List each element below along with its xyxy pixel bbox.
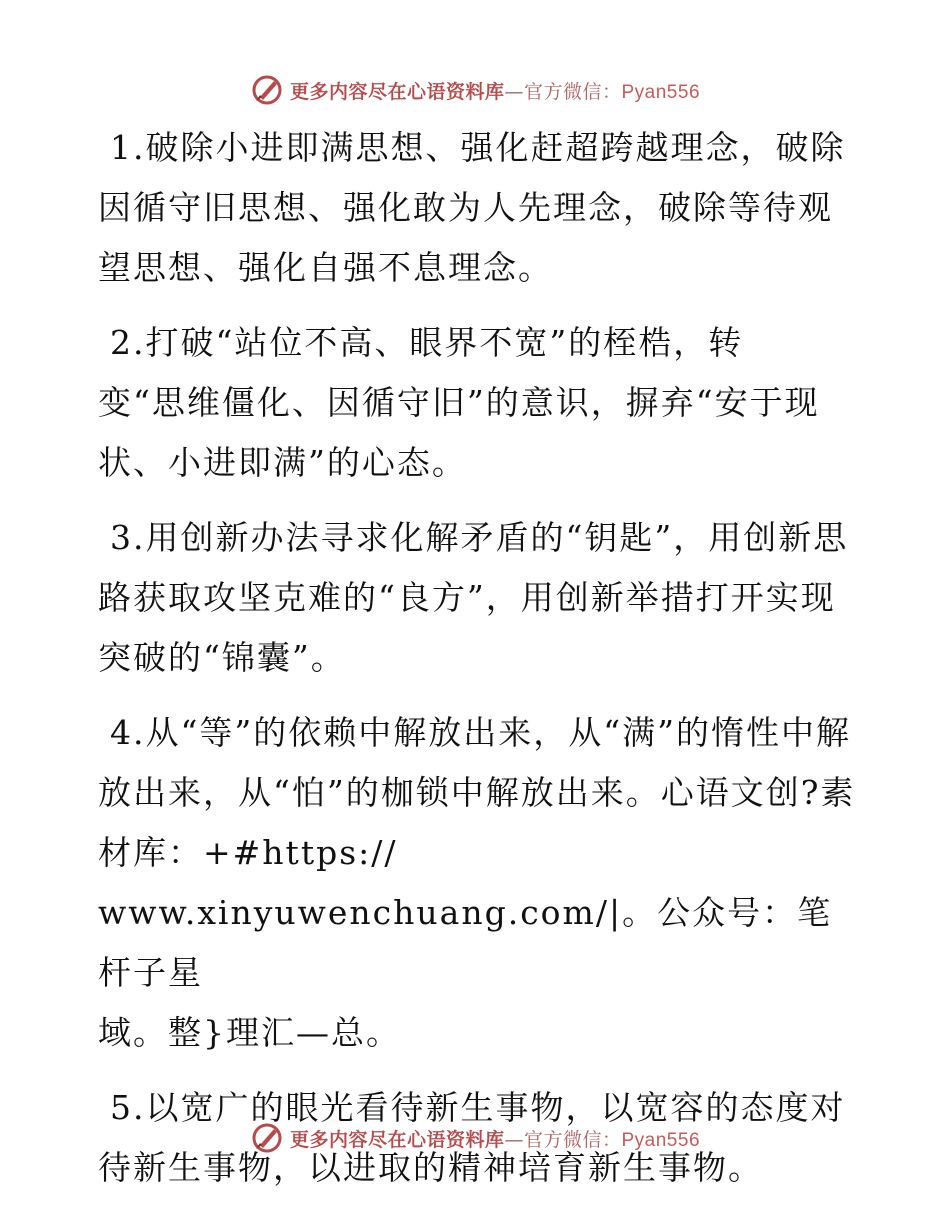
paragraph-number: 3.	[110, 518, 146, 557]
paragraph-text: 变“思维僵化、因循守旧”的意识，摒弃“安于现状、小进即满”的心态。	[98, 383, 820, 482]
paragraph-text: 以宽广的眼光看待新生事物，以宽容的态度对待新生事物，以进取的精神培育新生事物。	[98, 1088, 846, 1187]
header-wechat-id: Pyan556	[621, 81, 701, 103]
paragraph-text: 从“等”的依赖中解放出来，从“满”的惰性中解放出来，从“怕”的枷锁中解放出来。心语文创?素材库：+#https://	[98, 713, 856, 872]
brand-logo-icon	[250, 73, 284, 107]
paragraph-2	[98, 313, 858, 493]
header-banner-text	[290, 77, 700, 104]
paragraph-end-line: 域。整}理汇—总。	[98, 1013, 401, 1052]
footer-brand-text: 更多内容尽在心语资料库	[289, 1128, 505, 1151]
paragraph-number: 5.	[110, 1088, 146, 1127]
header-wechat-label: 官方微信：	[523, 80, 622, 103]
header-banner	[0, 70, 950, 110]
paragraph-4	[98, 703, 858, 1063]
paragraph-3	[98, 508, 858, 688]
paragraph-number: 2.	[110, 323, 146, 362]
paragraph-url-line: www.xinyuwenchuang.com/|。公众号：笔杆子星	[98, 893, 833, 992]
footer-separator: —	[504, 1128, 524, 1151]
document-body	[98, 118, 858, 1213]
paragraph-number: 4.	[110, 713, 146, 752]
paragraph-text-line1: 打破“站位不高、眼界不宽”的桎梏，转	[145, 323, 744, 362]
footer-banner-text	[290, 1125, 700, 1152]
footer-banner	[0, 1118, 950, 1158]
paragraph-text: 用创新办法寻求化解矛盾的“钥匙”，用创新思路获取攻坚克难的“良方”，用创新举措打开实现突破的“锦囊”。	[98, 518, 849, 677]
header-separator: —	[504, 80, 524, 103]
paragraph-1	[98, 118, 858, 298]
header-brand-text: 更多内容尽在心语资料库	[289, 80, 505, 103]
paragraph-number: 1.	[110, 128, 146, 167]
footer-wechat-label: 官方微信：	[523, 1128, 622, 1151]
footer-wechat-id: Pyan556	[621, 1129, 701, 1151]
paragraph-text: 破除小进即满思想、强化赶超跨越理念，破除因循守旧思想、强化敢为人先理念，破除等待观望思想、强化自强不息理念。	[98, 128, 846, 287]
brand-logo-icon	[250, 1121, 284, 1155]
